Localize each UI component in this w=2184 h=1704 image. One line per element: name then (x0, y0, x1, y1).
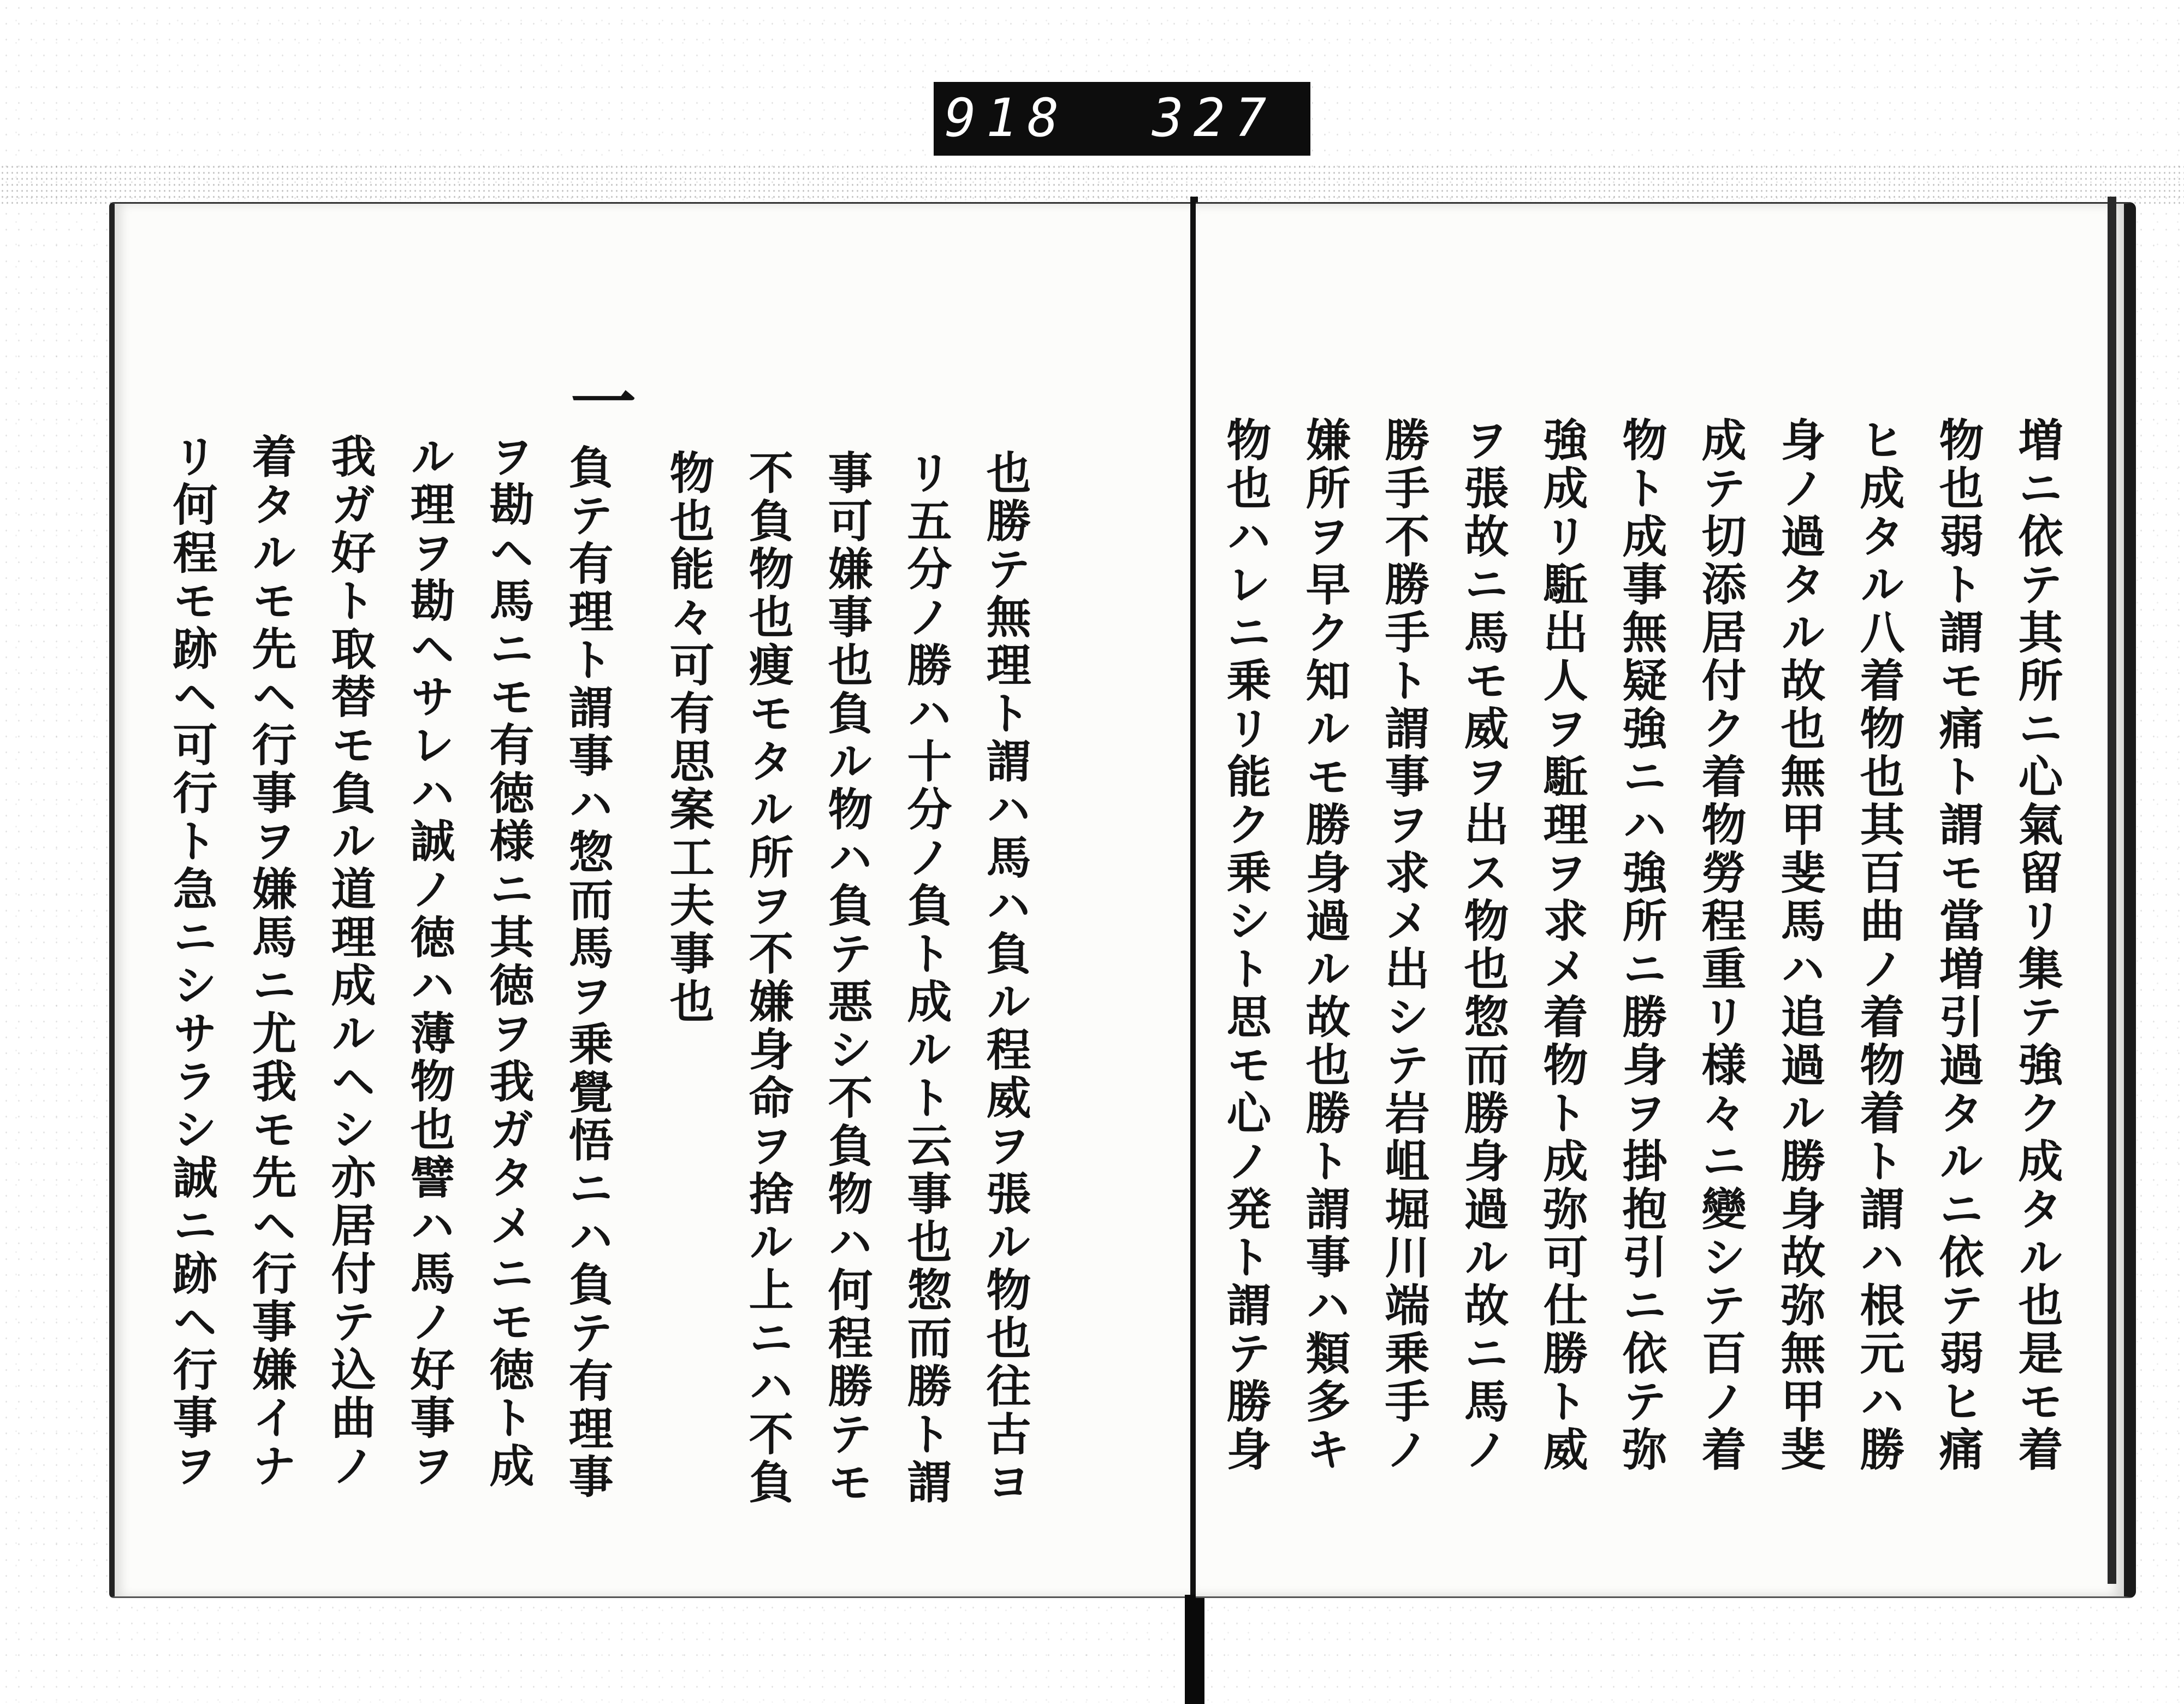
left-text-column: 不負物也痩モタル所ヲ不嫌身命ヲ捨ル上ニハ不負 (741, 449, 794, 1507)
right-text-column: 成テ切添居付ク着物勞程重リ様々ニ變シテ百ノ着 (1694, 417, 1747, 1474)
item-mark: 一 (560, 368, 637, 436)
left-text-column: リ何程モ跡ヘ可行ト急ニシサラシ誠ニ跡ヘ行事ヲ (165, 433, 218, 1490)
archive-number-label (934, 82, 1310, 156)
right-page (1196, 202, 2136, 1598)
right-text-column: 身ノ過タル故也無甲斐馬ハ追過ル勝身故弥無甲斐 (1773, 417, 1826, 1474)
left-page (109, 202, 1198, 1598)
right-text-column: 嫌所ヲ早ク知ルモ勝身過ル故也勝ト謂事ハ類多キ (1298, 417, 1351, 1474)
right-text-column: 勝手不勝手ト謂事ヲ求メ出シテ岩岨堀川端乗手ノ (1378, 417, 1430, 1474)
open-book (98, 197, 2135, 1600)
left-text-column: ル理ヲ勘ヘサレハ誠ノ徳ハ薄物也譬ハ馬ノ好事ヲ (403, 433, 455, 1490)
right-text-column: 物ト成事無疑強ニハ強所ニ勝身ヲ掛抱引ニ依テ弥 (1615, 417, 1667, 1474)
book-cover-edge (2108, 197, 2116, 1584)
archive-number-left: 918 (945, 87, 1069, 149)
left-text-column: 事可嫌事也負ル物ハ負テ悪シ不負物ハ何程勝テモ (821, 449, 873, 1507)
right-text-column: 物也ハレニ乗リ能ク乗シト思モ心ノ発ト謂テ勝身 (1219, 417, 1272, 1474)
left-text-column: 負テ有理ト謂事ハ惣而馬ヲ乗覺悟ニハ負テ有理事 (561, 444, 614, 1501)
left-text-column: リ五分ノ勝ハ十分ノ負ト成ルト云事也惣而勝ト謂 (900, 449, 952, 1507)
left-text-column: 着タルモ先ヘ行事ヲ嫌馬ニ尤我モ先ヘ行事嫌イナ (245, 433, 297, 1490)
right-text-column: ヲ張故ニ馬モ威ヲ出ス物也惣而勝身過ル故ニ馬ノ (1457, 417, 1509, 1474)
left-text-column: 也勝テ無理ト謂ハ馬ハ負ル程威ヲ張ル物也往古ヨ (979, 449, 1031, 1507)
right-text-column: ヒ成タル八着物也其百曲ノ着物着ト謂ハ根元ハ勝 (1853, 417, 1905, 1474)
left-text-column: 我ガ好ト取替モ負ル道理成ルヘシ亦居付テ込曲ノ (324, 433, 376, 1490)
book-spine-shadow (1185, 1595, 1204, 1704)
archive-number-right: 327 (1152, 87, 1277, 149)
right-text-column: 増ニ依テ其所ニ心氣留リ集テ強ク成タル也是モ着 (2011, 417, 2063, 1474)
left-text-column: 物也能々可有思案工夫事也 (662, 449, 715, 1026)
left-text-column: ヲ勘ヘ馬ニモ有徳様ニ其徳ヲ我ガタメニモ徳ト成 (482, 433, 535, 1490)
right-text-column: 物也弱ト謂モ痛ト謂モ當増引過タルニ依テ弱ヒ痛 (1932, 417, 1984, 1474)
right-text-column: 強成リ駈出人ヲ駈理ヲ求メ着物ト成弥可仕勝ト威 (1536, 417, 1588, 1474)
